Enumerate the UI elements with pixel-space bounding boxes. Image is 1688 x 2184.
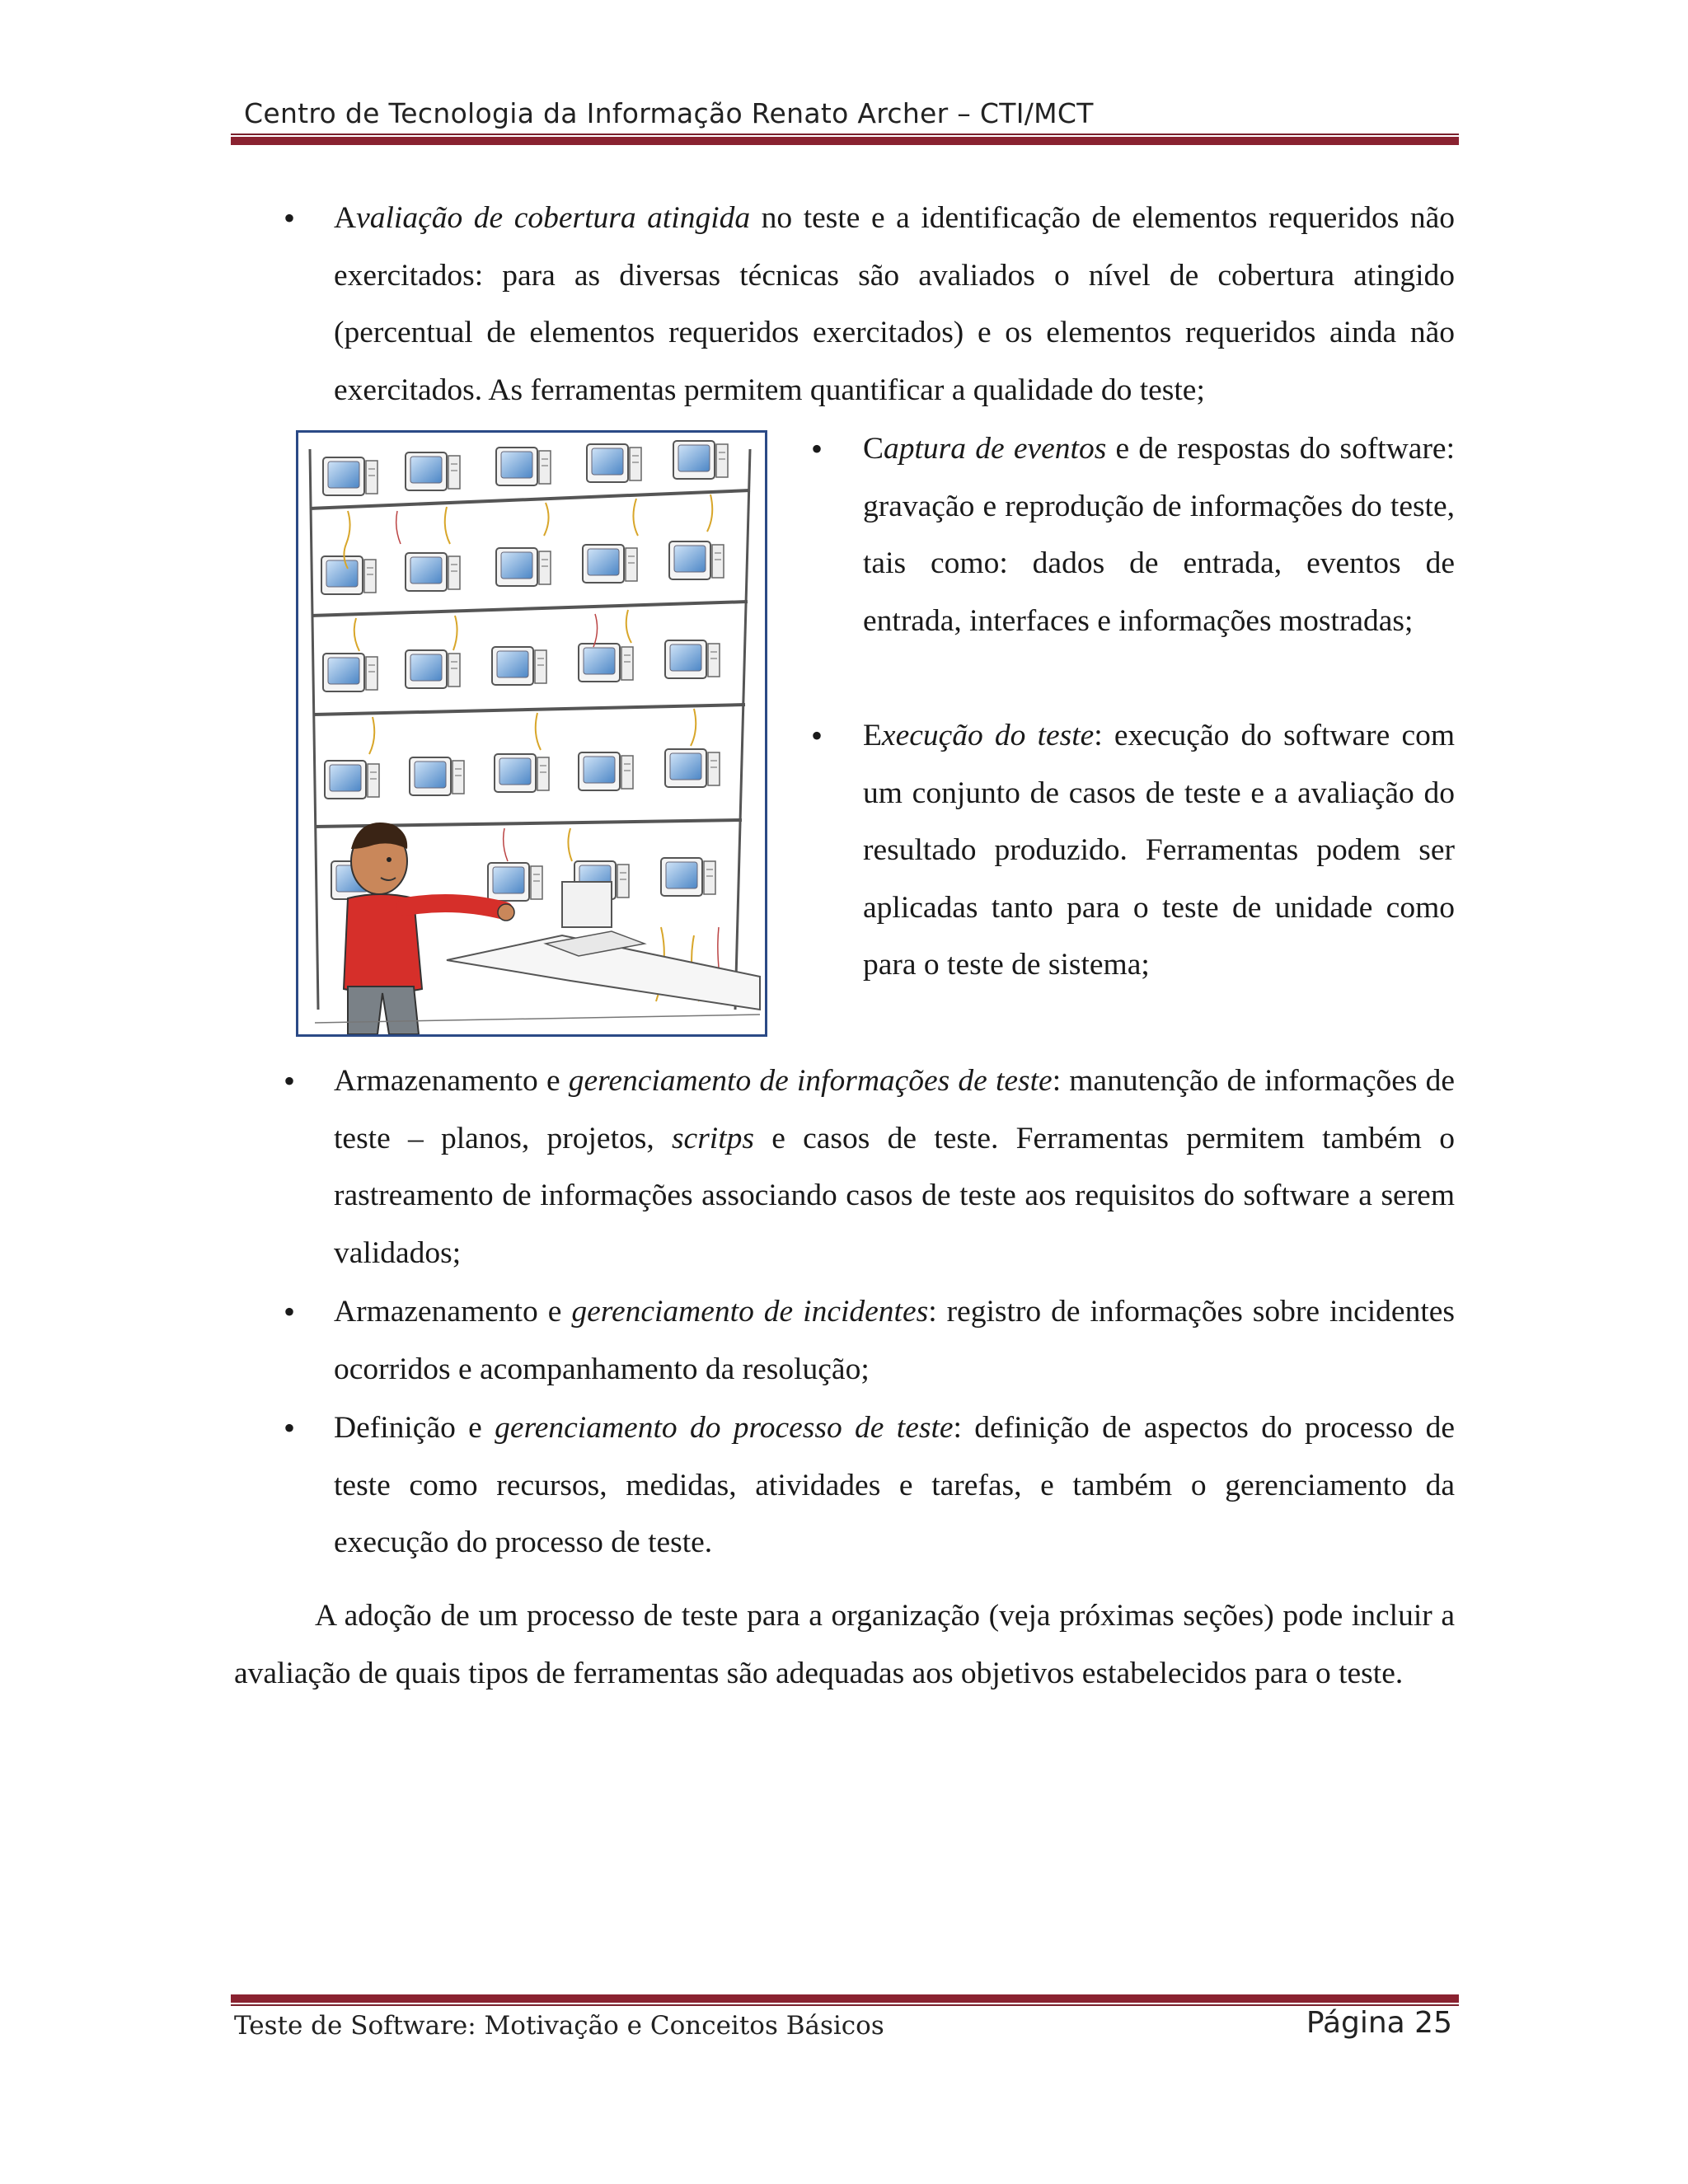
- closing-paragraph: A adoção de um processo de teste para a organização (veja próximas seções) pode incluir a avaliação de quais tipos de ferramentas são adequadas aos objetivos estabelecidos para o teste.: [234, 1599, 1455, 1690]
- bullet-icon: •: [811, 717, 823, 754]
- bullet-icon: •: [811, 430, 823, 467]
- bullet-icon: •: [284, 1293, 296, 1330]
- header-rule-thin: [231, 134, 1459, 135]
- footer-document-title: Teste de Software: Motivação e Conceitos Básicos: [234, 2011, 884, 2041]
- bullet-item-event-capture: Captura de eventos e de respostas do software: gravação e reprodução de informações do teste, tais como: dados de entrada, eventos de entrada, interfaces e informações mostradas;: [863, 432, 1455, 638]
- bullet-item-incidents: Armazenamento e gerenciamento de incidentes: registro de informações sobre incidentes ocorridos e acompanhamento da resolução;: [334, 1295, 1455, 1386]
- footer-rule-thick: [231, 1994, 1459, 2003]
- bullet-icon: •: [284, 199, 296, 237]
- bullet-item-process-management: Definição e gerenciamento do processo de teste: definição de aspectos do processo de teste como recursos, medidas, atividades e tarefas, e também o gerenciamento da execução do processo de teste.: [334, 1411, 1456, 1559]
- header-rule-thick: [231, 137, 1459, 145]
- bullet-icon: •: [284, 1062, 296, 1099]
- bullet-item-test-information: Armazenamento e gerenciamento de informações de teste: manutenção de informações de teste – planos, projetos, scritps e casos de teste. Ferramentas permitem também o rastreamento de informações associando casos de teste aos requisitos do software a serem validados;: [334, 1064, 1456, 1270]
- page-number: Página 25: [1306, 2006, 1452, 2040]
- footer-rule-thin: [231, 2004, 1459, 2006]
- bullet-item-coverage: Avaliação de cobertura atingida no teste e a identificação de elementos requeridos não exercitados: para as diversas técnicas são avaliados o nível de cobertura atingido (percentual de elementos requeridos exercitados) e os elementos requeridos ainda não exercitados. As ferramentas permitem quantificar a qualidade do teste;: [334, 201, 1455, 407]
- page-header-title: Centro de Tecnologia da Informação Renato Archer – CTI/MCT: [244, 97, 1094, 129]
- bullet-item-test-execution: Execução do teste: execução do software com um conjunto de casos de teste e a avaliação do resultado produzido. Ferramentas podem ser aplicadas tanto para o teste de unidade como para o teste de sistema;: [863, 719, 1456, 982]
- bullet-icon: •: [284, 1409, 296, 1446]
- cartoon-illustration: [296, 430, 767, 1037]
